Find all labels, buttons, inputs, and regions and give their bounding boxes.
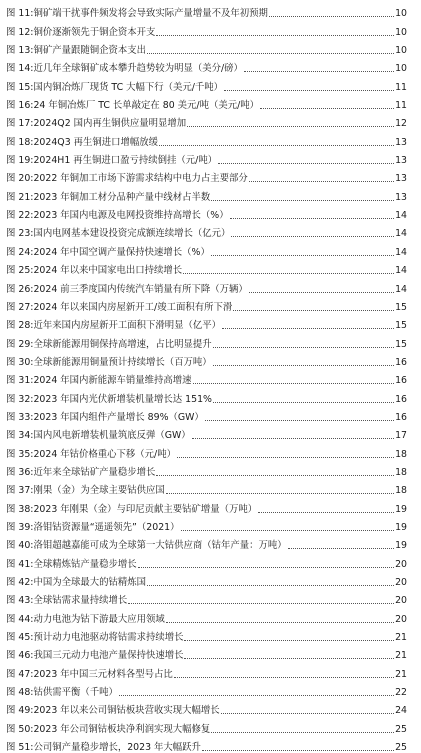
figure-title: 公司铜产量稳步增长，2023 年大幅跃升 (33, 742, 201, 753)
figure-title: 2023 年中国三元材料各型号占比 (33, 668, 173, 680)
toc-entry[interactable] (6, 350, 407, 368)
dot-leader (147, 53, 394, 54)
toc-entry[interactable] (6, 606, 407, 624)
page-number: 14 (395, 283, 407, 295)
figure-number: 图 14: (6, 63, 34, 75)
dot-leader (260, 108, 394, 109)
toc-entry[interactable] (6, 19, 407, 37)
page-number: 15 (395, 320, 407, 332)
dot-leader (213, 402, 394, 403)
figure-title: 预计动力电池驱动将钴需求持续增长 (33, 632, 184, 644)
dot-leader (202, 750, 394, 751)
figure-number: 图 12: (6, 26, 34, 38)
figure-title: 2023 年国内光伏新增装机量增长达 151% (33, 393, 212, 405)
figure-title: 2023 年国内组件产量增长 89%（GW） (33, 411, 204, 423)
page-number: 16 (395, 375, 407, 387)
toc-entry[interactable] (6, 276, 407, 294)
figure-title: 2023 年刚果（金）与印尼贡献主要钴矿增量（万吨） (33, 503, 258, 515)
dot-leader (231, 236, 394, 237)
dot-leader (119, 695, 394, 696)
dot-leader (183, 273, 394, 274)
figure-title: 我国三元动力电池产量保持快速增长 (33, 650, 184, 662)
figure-number: 图 41: (6, 558, 34, 570)
figure-title: 近几年全球铜矿成本攀升趋势较为明显（美分/磅） (33, 63, 243, 75)
toc-entry[interactable] (6, 460, 407, 478)
page-number: 15 (395, 338, 407, 350)
page-number: 11 (395, 100, 407, 112)
figure-number: 图 51: (6, 742, 34, 753)
toc-entry[interactable] (6, 405, 407, 423)
figure-title: 2023 年以来公司铜钴板块营收实现大幅增长 (33, 705, 220, 717)
toc-entry[interactable] (6, 551, 407, 569)
dot-leader (288, 548, 394, 549)
figure-title: 国内风电新增装机量筑底反弹（GW） (33, 430, 191, 442)
toc-entry[interactable] (6, 166, 407, 184)
figure-title: 2024 年钴价格重心下移（元/吨） (33, 448, 176, 460)
toc-entry[interactable] (6, 258, 407, 276)
figure-number: 图 37: (6, 485, 34, 497)
page-number: 10 (395, 45, 407, 57)
figure-number: 图 35: (6, 448, 34, 460)
toc-entry[interactable] (6, 56, 407, 74)
page-number: 13 (395, 155, 407, 167)
dot-leader (159, 145, 394, 146)
page-number: 21 (395, 632, 407, 644)
figure-title: 国内铜冶炼厂现货 TC 大幅下行（美元/千吨） (33, 81, 224, 93)
dot-leader (156, 35, 394, 36)
figure-title: 中国为全球最大的钴精炼国 (33, 577, 146, 588)
figure-title: 近年来国内房屋新开工面积下滑明显（亿平） (33, 320, 221, 332)
dot-leader (233, 310, 394, 311)
dot-leader (244, 71, 394, 72)
toc-entry[interactable] (6, 643, 407, 661)
dot-leader (221, 713, 394, 714)
toc-entry[interactable] (6, 680, 407, 698)
figure-title: 2024Q3 再生铜进口增幅放缓 (33, 136, 159, 148)
figure-number: 图 48: (6, 687, 34, 699)
dot-leader (128, 603, 394, 604)
figure-title: 2024 年中国空调产量保持快速增长（%） (33, 246, 210, 258)
toc-entry[interactable] (6, 313, 407, 331)
page-number: 16 (395, 393, 407, 405)
dot-leader (224, 90, 394, 91)
figure-number: 图 21: (6, 191, 34, 203)
figure-number: 图 32: (6, 393, 34, 405)
dot-leader (213, 365, 394, 366)
dot-leader (138, 567, 394, 568)
toc-entry[interactable] (6, 661, 407, 679)
figure-number: 图 40: (6, 540, 34, 552)
dot-leader (213, 347, 394, 348)
figure-title: 24 年铜冶炼厂 TC 长单敲定在 80 美元/吨（美元/吨） (33, 100, 260, 112)
page-number: 20 (395, 577, 407, 588)
figure-number: 图 22: (6, 210, 34, 222)
figure-title: 2024Q2 国内再生铜供应量明显增加 (33, 118, 187, 130)
dot-leader (192, 438, 394, 439)
figure-number: 图 34: (6, 430, 34, 442)
dot-leader (166, 493, 394, 494)
toc-entry[interactable] (6, 588, 407, 606)
page-number: 20 (395, 558, 407, 570)
figure-number: 图 42: (6, 577, 34, 588)
figure-number: 图 28: (6, 320, 34, 332)
figure-number: 图 26: (6, 283, 34, 295)
figure-title: 铜矿产量跟随铜企资本支出 (33, 45, 146, 57)
page-number: 25 (395, 723, 407, 735)
toc-entry[interactable] (6, 441, 407, 459)
toc-entry[interactable] (6, 148, 407, 166)
dot-leader (211, 200, 394, 201)
page-number: 14 (395, 265, 407, 277)
dot-leader (258, 512, 394, 513)
toc-entry[interactable] (6, 295, 407, 313)
figure-title: 洛钼钴资源量“遥遥领先”（2021） (33, 521, 180, 533)
toc-entry[interactable] (6, 625, 407, 643)
figure-number: 图 17: (6, 118, 34, 130)
figure-title: 全球新能源用铜量预计持续增长（百万吨） (33, 356, 212, 368)
figure-number: 图 49: (6, 705, 34, 717)
page-number: 18 (395, 466, 407, 478)
page-number: 25 (395, 742, 407, 753)
dot-leader (187, 126, 394, 127)
toc-entry[interactable] (6, 1, 407, 19)
toc-entry[interactable] (6, 331, 407, 349)
figure-title: 2024H1 再生铜进口盈亏持续倒挂（元/吨） (33, 155, 218, 167)
dot-leader (174, 677, 394, 678)
figure-title: 全球钴需求量持续增长 (33, 595, 128, 607)
page-number: 11 (395, 81, 407, 93)
figure-number: 图 46: (6, 650, 34, 662)
figure-number: 图 15: (6, 81, 34, 93)
figure-title: 2024 年以来国内房屋新开工/竣工面积有所下滑 (33, 301, 233, 313)
page-number: 14 (395, 210, 407, 222)
figure-title: 动力电池为钴下游最大应用领域 (33, 613, 165, 625)
figure-number: 图 20: (6, 173, 34, 185)
page-number: 12 (395, 118, 407, 130)
page-number: 14 (395, 228, 407, 240)
toc-entry[interactable] (6, 735, 407, 753)
dot-leader (205, 420, 394, 421)
figure-number: 图 45: (6, 632, 34, 644)
page-number: 15 (395, 301, 407, 313)
figure-number: 图 29: (6, 338, 34, 350)
page-number: 13 (395, 191, 407, 203)
figure-number: 图 38: (6, 503, 34, 515)
figure-title: 2024 前三季度国内传统汽车销量有所下降（万辆） (33, 283, 248, 295)
figure-number: 图 16: (6, 100, 34, 112)
toc-entry[interactable] (6, 239, 407, 257)
dot-leader (211, 255, 394, 256)
toc-entry[interactable] (6, 496, 407, 514)
toc-entry[interactable] (6, 423, 407, 441)
dot-leader (249, 181, 394, 182)
figure-title: 铜价逐渐领先于铜企资本开支 (33, 26, 156, 38)
page-number: 16 (395, 356, 407, 368)
dot-leader (193, 383, 395, 384)
toc-entry[interactable] (6, 74, 407, 92)
dot-leader (156, 475, 394, 476)
figure-title: 2022 年铜加工市场下游需求结构中电力占主要部分 (33, 173, 248, 185)
toc-entry[interactable] (6, 38, 407, 56)
toc-entry[interactable] (6, 203, 407, 221)
dot-leader (184, 640, 394, 641)
figure-number: 图 24: (6, 246, 34, 258)
figure-number: 图 33: (6, 411, 34, 423)
toc-entry[interactable] (6, 368, 407, 386)
page-number: 19 (395, 540, 407, 552)
figure-title: 钴供需平衡（千吨） (33, 687, 118, 699)
toc-entry[interactable] (6, 570, 407, 588)
page-number: 16 (395, 411, 407, 423)
figure-number: 图 36: (6, 466, 34, 478)
page-number: 18 (395, 485, 407, 497)
toc-entry[interactable] (6, 478, 407, 496)
page-number: 10 (395, 63, 407, 75)
figure-title: 2023 年公司铜钴板块净利润实现大幅修复 (33, 723, 211, 735)
dot-leader (177, 457, 394, 458)
page-number: 18 (395, 448, 407, 460)
figure-title: 近年来全球钴矿产量稳步增长 (33, 466, 156, 478)
figure-title: 2023 年铜加工材分品种产量中线材占半数 (33, 191, 211, 203)
page-number: 19 (395, 521, 407, 533)
figure-number: 图 39: (6, 521, 34, 533)
dot-leader (184, 658, 394, 659)
page-number: 14 (395, 246, 407, 258)
page-number: 21 (395, 650, 407, 662)
figure-title: 刚果（金）为全球主要钴供应国 (33, 485, 165, 497)
dot-leader (166, 622, 394, 623)
page-number: 13 (395, 136, 407, 148)
toc-entry[interactable] (6, 698, 407, 716)
figure-number: 图 50: (6, 723, 34, 735)
figure-number: 图 13: (6, 45, 34, 57)
page-number: 19 (395, 503, 407, 515)
figure-number: 图 44: (6, 613, 34, 625)
figure-title: 国内电网基本建设投资完成额连续增长（亿元） (33, 228, 231, 240)
toc-entry[interactable] (6, 515, 407, 533)
figure-title: 2024 年以来中国家电出口持续增长 (33, 265, 183, 277)
figure-title: 铜矿端干扰事件频发将会导致实际产量增量不及年初预期 (33, 8, 268, 20)
toc-entry[interactable] (6, 386, 407, 404)
dot-leader (211, 732, 394, 733)
dot-leader (230, 218, 394, 219)
dot-leader (218, 163, 394, 164)
toc-entry[interactable] (6, 129, 407, 147)
figure-number: 图 18: (6, 136, 34, 148)
figure-number: 图 11: (6, 8, 34, 20)
figure-title: 2024 年国内新能源车销量维持高增速 (33, 375, 192, 387)
toc-entry[interactable] (6, 716, 407, 734)
dot-leader (222, 328, 394, 329)
page-number: 22 (395, 687, 407, 699)
dot-leader (181, 530, 395, 531)
dot-leader (249, 292, 394, 293)
figure-title: 全球新能源用铜保持高增速，占比明显提升 (33, 338, 212, 350)
figure-number: 图 47: (6, 668, 34, 680)
figure-number: 图 25: (6, 265, 34, 277)
toc-entry[interactable] (6, 221, 407, 239)
dot-leader (147, 585, 394, 586)
figure-number: 图 30: (6, 356, 34, 368)
figure-title: 全球精炼钴产量稳步增长 (33, 558, 137, 570)
page-number: 10 (395, 8, 407, 20)
page-number: 24 (395, 705, 407, 717)
toc-entry[interactable] (6, 184, 407, 202)
figure-number: 图 43: (6, 595, 34, 607)
dot-leader (269, 16, 394, 17)
page-number: 17 (395, 430, 407, 442)
figure-number: 图 23: (6, 228, 34, 240)
figure-title: 2023 年国内电源及电网投资维持高增长（%） (33, 210, 229, 222)
toc-entry[interactable] (6, 111, 407, 129)
figure-number: 图 19: (6, 155, 34, 167)
page-number: 20 (395, 613, 407, 625)
figure-number: 图 31: (6, 375, 34, 387)
page-number: 21 (395, 668, 407, 680)
page-number: 20 (395, 595, 407, 607)
toc-entry[interactable] (6, 93, 407, 111)
toc-entry[interactable] (6, 533, 407, 551)
figure-number: 图 27: (6, 301, 34, 313)
figure-title: 洛钼超越嘉能可成为全球第一大钴供应商（钴年产量：万吨） (33, 540, 287, 552)
page-number: 13 (395, 173, 407, 185)
page-number: 10 (395, 26, 407, 38)
